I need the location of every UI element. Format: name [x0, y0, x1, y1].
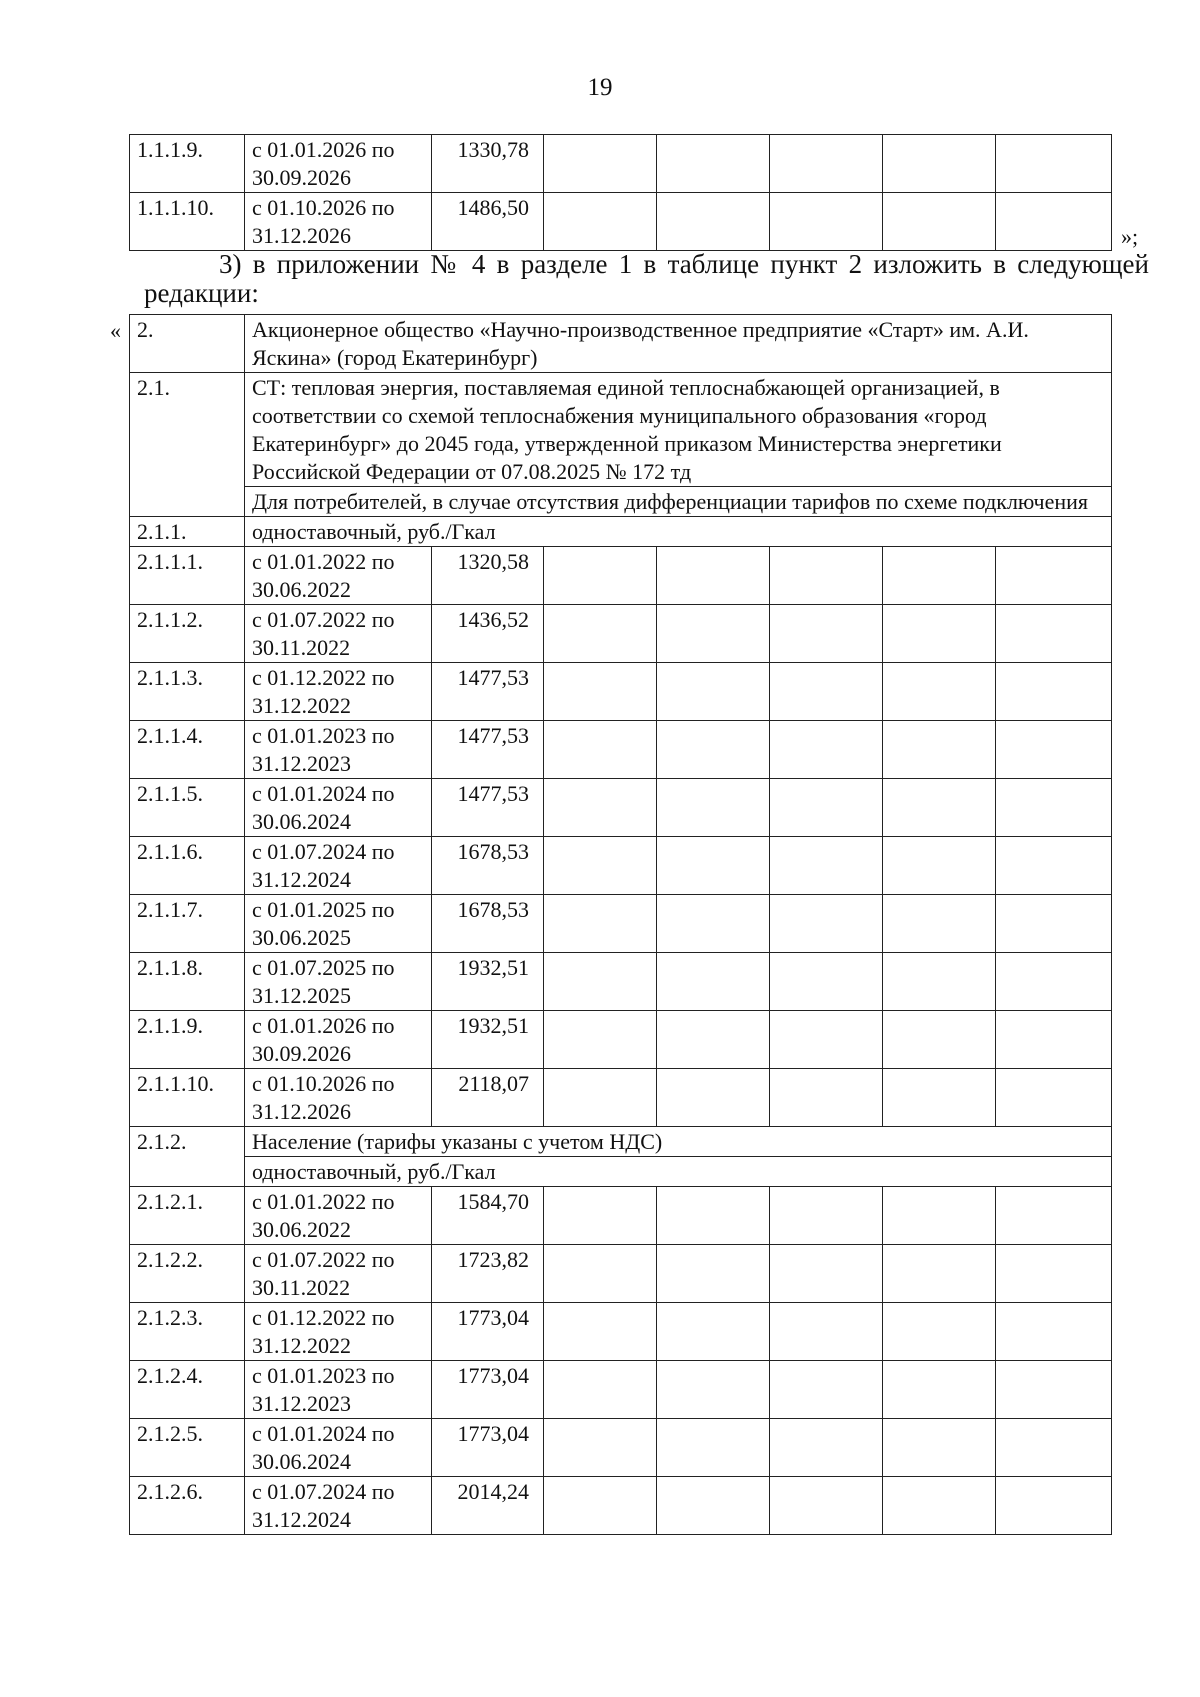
period-end: 30.06.2025 [252, 925, 351, 950]
period-start: с 01.01.2026 по [252, 137, 395, 162]
row-tariff-value: 1320,58 [432, 547, 544, 605]
empty-cell [770, 1419, 883, 1477]
period-end: 30.11.2022 [252, 1275, 351, 1300]
population-single-rate-text: одноставочный, руб./Гкал [245, 1157, 1112, 1187]
empty-cell [996, 1069, 1112, 1127]
period-start: с 01.01.2026 по [252, 1013, 395, 1038]
table-row [130, 779, 1112, 837]
empty-cell [996, 1361, 1112, 1419]
row-code: 2.1.1.4. [130, 721, 245, 779]
row-tariff-value: 1932,51 [432, 953, 544, 1011]
empty-cell [883, 1245, 996, 1303]
empty-cell [544, 779, 657, 837]
table-row [130, 1303, 1112, 1361]
row-code: 2.1.1.9. [130, 1011, 245, 1069]
period-start: с 01.07.2024 по [252, 1479, 395, 1504]
period-start: с 01.10.2026 по [252, 195, 395, 220]
row-period [245, 1361, 432, 1419]
row-period [245, 895, 432, 953]
row-code: 2.1.1.1. [130, 547, 245, 605]
period-end: 31.12.2022 [252, 693, 351, 718]
row-code: 2.1.2.5. [130, 1419, 245, 1477]
table-row [130, 1361, 1112, 1419]
empty-cell [657, 547, 770, 605]
row-period [245, 663, 432, 721]
row-period [245, 953, 432, 1011]
row-tariff-value: 1773,04 [432, 1303, 544, 1361]
empty-cell [883, 953, 996, 1011]
row-period [245, 779, 432, 837]
st-row [130, 373, 1112, 487]
period-end: 30.06.2022 [252, 1217, 351, 1242]
empty-cell [770, 1303, 883, 1361]
row-tariff-value: 1678,53 [432, 837, 544, 895]
empty-cell [770, 837, 883, 895]
empty-cell [657, 837, 770, 895]
empty-cell [657, 1187, 770, 1245]
row-tariff-value: 1773,04 [432, 1419, 544, 1477]
row-period [245, 1069, 432, 1127]
period-end: 30.09.2026 [252, 1041, 351, 1066]
org-name: Акционерное общество «Научно-производственное предприятие «Старт» им. А.И. Яскина» (город Екатеринбург) [245, 315, 1112, 373]
row-tariff-value: 1477,53 [432, 779, 544, 837]
empty-cell [996, 547, 1112, 605]
empty-cell [883, 1303, 996, 1361]
table-row [130, 1011, 1112, 1069]
empty-cell [883, 1477, 996, 1535]
empty-cell [883, 1069, 996, 1127]
main-table-header-body [130, 315, 1112, 547]
period-end: 31.12.2026 [252, 223, 351, 248]
row-code: 2.1.1.2. [130, 605, 245, 663]
period-start: с 01.01.2025 по [252, 897, 395, 922]
empty-cell [657, 1303, 770, 1361]
row-period [245, 547, 432, 605]
period-start: с 01.01.2024 по [252, 1421, 395, 1446]
empty-cell [770, 1187, 883, 1245]
row-tariff-value: 1773,04 [432, 1361, 544, 1419]
period-end: 31.12.2022 [252, 1333, 351, 1358]
row-tariff-value: 1477,53 [432, 663, 544, 721]
table-row [130, 663, 1112, 721]
empty-cell [996, 953, 1112, 1011]
org-code: 2. [130, 315, 245, 373]
empty-cell [883, 779, 996, 837]
empty-cell [996, 663, 1112, 721]
period-end: 30.06.2024 [252, 809, 351, 834]
table-row [130, 1245, 1112, 1303]
period-start: с 01.10.2026 по [252, 1071, 395, 1096]
empty-cell [544, 1303, 657, 1361]
empty-cell [544, 663, 657, 721]
empty-cell [770, 1245, 883, 1303]
empty-cell [883, 1011, 996, 1069]
row-period [245, 721, 432, 779]
empty-cell [544, 547, 657, 605]
table-row [130, 605, 1112, 663]
table-row [130, 135, 1112, 193]
period-start: с 01.07.2024 по [252, 839, 395, 864]
empty-cell [770, 953, 883, 1011]
row-tariff-value: 1486,50 [432, 193, 544, 251]
empty-cell [883, 1187, 996, 1245]
row-period [245, 837, 432, 895]
row-code: 2.1.1.5. [130, 779, 245, 837]
empty-cell [657, 605, 770, 663]
empty-cell [770, 605, 883, 663]
empty-cell [883, 605, 996, 663]
row-code: 2.1.2.3. [130, 1303, 245, 1361]
empty-cell [657, 953, 770, 1011]
population-single-rate-row [130, 1157, 1112, 1187]
st-code: 2.1. [130, 373, 245, 517]
empty-cell [657, 1011, 770, 1069]
empty-cell [544, 1477, 657, 1535]
period-start: с 01.07.2025 по [252, 955, 395, 980]
empty-cell [657, 721, 770, 779]
population-code: 2.1.2. [130, 1127, 245, 1187]
empty-cell [996, 1245, 1112, 1303]
row-code: 2.1.2.2. [130, 1245, 245, 1303]
table-row [130, 895, 1112, 953]
row-period [245, 1477, 432, 1535]
empty-cell [544, 1069, 657, 1127]
empty-cell [657, 1477, 770, 1535]
empty-cell [544, 837, 657, 895]
empty-cell [657, 1069, 770, 1127]
row-code: 2.1.1.3. [130, 663, 245, 721]
table-row [130, 1069, 1112, 1127]
consumers-text: Для потребителей, в случае отсутствия дифференциации тарифов по схеме подключения [245, 487, 1112, 517]
row-tariff-value: 2014,24 [432, 1477, 544, 1535]
empty-cell [770, 193, 883, 251]
period-end: 31.12.2024 [252, 867, 351, 892]
empty-cell [770, 1477, 883, 1535]
row-period [245, 135, 432, 193]
row-code: 2.1.1.10. [130, 1069, 245, 1127]
empty-cell [883, 895, 996, 953]
empty-cell [996, 1187, 1112, 1245]
period-end: 30.06.2022 [252, 577, 351, 602]
row-tariff-value: 1723,82 [432, 1245, 544, 1303]
row-tariff-value: 1477,53 [432, 721, 544, 779]
empty-cell [770, 779, 883, 837]
row-period [245, 605, 432, 663]
period-end: 30.09.2026 [252, 165, 351, 190]
period-start: с 01.12.2022 по [252, 1305, 395, 1330]
empty-cell [996, 895, 1112, 953]
empty-cell [544, 721, 657, 779]
empty-cell [544, 895, 657, 953]
empty-cell [657, 895, 770, 953]
period-end: 30.11.2022 [252, 635, 351, 660]
amendment-paragraph: 3) в приложении № 4 в разделе 1 в таблице пункт 2 изложить в следующей редакции: [144, 249, 1149, 308]
table-row [130, 1187, 1112, 1245]
period-start: с 01.01.2022 по [252, 1189, 395, 1214]
period-start: с 01.01.2022 по [252, 549, 395, 574]
empty-cell [657, 1245, 770, 1303]
empty-cell [544, 605, 657, 663]
main-tariff-table [129, 314, 1112, 1535]
table-row [130, 1477, 1112, 1535]
table-row [130, 547, 1112, 605]
empty-cell [544, 1187, 657, 1245]
empty-cell [996, 605, 1112, 663]
empty-cell [883, 547, 996, 605]
empty-cell [883, 193, 996, 251]
row-code: 2.1.1.8. [130, 953, 245, 1011]
population-text: Население (тарифы указаны с учетом НДС) [245, 1127, 1112, 1157]
table-row [130, 193, 1112, 251]
empty-cell [883, 721, 996, 779]
empty-cell [996, 1011, 1112, 1069]
empty-cell [544, 953, 657, 1011]
row-code: 2.1.1.7. [130, 895, 245, 953]
empty-cell [996, 193, 1112, 251]
period-end: 31.12.2025 [252, 983, 351, 1008]
empty-cell [996, 837, 1112, 895]
row-code: 1.1.1.10. [130, 193, 245, 251]
row-period [245, 1245, 432, 1303]
empty-cell [657, 1361, 770, 1419]
empty-cell [544, 135, 657, 193]
top-tariff-table [129, 134, 1112, 251]
empty-cell [770, 1361, 883, 1419]
row-tariff-value: 1330,78 [432, 135, 544, 193]
empty-cell [996, 779, 1112, 837]
rows-a-body [130, 547, 1112, 1127]
empty-cell [996, 721, 1112, 779]
empty-cell [770, 721, 883, 779]
rows-b-body [130, 1187, 1112, 1535]
period-end: 31.12.2023 [252, 1391, 351, 1416]
row-period [245, 1187, 432, 1245]
empty-cell [657, 1419, 770, 1477]
table-row [130, 721, 1112, 779]
page-number: 19 [587, 74, 613, 101]
period-start: с 01.12.2022 по [252, 665, 395, 690]
row-code: 2.1.1.6. [130, 837, 245, 895]
empty-cell [770, 1011, 883, 1069]
st-text: СТ: тепловая энергия, поставляемая единой теплоснабжающей организацией, в соответствии со схемой теплоснабжения муниципального образования «город Екатеринбург» до 2045 года, утвержденной приказом Министерства энергетики Российской Федерации от 07.08.2025 № 172 тд [245, 373, 1112, 487]
empty-cell [544, 193, 657, 251]
period-end: 31.12.2026 [252, 1099, 351, 1124]
empty-cell [996, 1419, 1112, 1477]
empty-cell [883, 837, 996, 895]
empty-cell [544, 1361, 657, 1419]
row-code: 2.1.2.1. [130, 1187, 245, 1245]
empty-cell [544, 1245, 657, 1303]
empty-cell [770, 663, 883, 721]
empty-cell [883, 1361, 996, 1419]
table-row [130, 953, 1112, 1011]
empty-cell [883, 135, 996, 193]
period-start: с 01.07.2022 по [252, 1247, 395, 1272]
row-period [245, 1303, 432, 1361]
top-table-body [130, 135, 1112, 251]
empty-cell [544, 1419, 657, 1477]
empty-cell [883, 663, 996, 721]
empty-cell [996, 1477, 1112, 1535]
period-end: 30.06.2024 [252, 1449, 351, 1474]
empty-cell [996, 1303, 1112, 1361]
period-end: 31.12.2023 [252, 751, 351, 776]
empty-cell [657, 663, 770, 721]
empty-cell [657, 135, 770, 193]
empty-cell [770, 547, 883, 605]
row-period [245, 1419, 432, 1477]
empty-cell [770, 895, 883, 953]
row-period [245, 193, 432, 251]
opening-quote: « [110, 318, 121, 343]
row-tariff-value: 2118,07 [432, 1069, 544, 1127]
period-end: 31.12.2024 [252, 1507, 351, 1532]
population-header-body [130, 1127, 1112, 1187]
row-tariff-value: 1932,51 [432, 1011, 544, 1069]
row-tariff-value: 1678,53 [432, 895, 544, 953]
row-code: 2.1.2.6. [130, 1477, 245, 1535]
period-start: с 01.01.2023 по [252, 723, 395, 748]
row-period [245, 1011, 432, 1069]
single-rate-code: 2.1.1. [130, 517, 245, 547]
empty-cell [770, 135, 883, 193]
empty-cell [657, 193, 770, 251]
period-start: с 01.01.2023 по [252, 1363, 395, 1388]
period-start: с 01.07.2022 по [252, 607, 395, 632]
empty-cell [544, 1011, 657, 1069]
empty-cell [883, 1419, 996, 1477]
closing-quote: »; [1121, 224, 1139, 249]
row-tariff-value: 1436,52 [432, 605, 544, 663]
empty-cell [770, 1069, 883, 1127]
row-code: 2.1.2.4. [130, 1361, 245, 1419]
single-rate-row [130, 517, 1112, 547]
table-row [130, 1419, 1112, 1477]
row-code: 1.1.1.9. [130, 135, 245, 193]
row-tariff-value: 1584,70 [432, 1187, 544, 1245]
consumers-row [130, 487, 1112, 517]
table-row [130, 837, 1112, 895]
empty-cell [996, 135, 1112, 193]
org-row [130, 315, 1112, 373]
empty-cell [657, 779, 770, 837]
single-rate-text: одноставочный, руб./Гкал [245, 517, 1112, 547]
population-row [130, 1127, 1112, 1157]
period-start: с 01.01.2024 по [252, 781, 395, 806]
